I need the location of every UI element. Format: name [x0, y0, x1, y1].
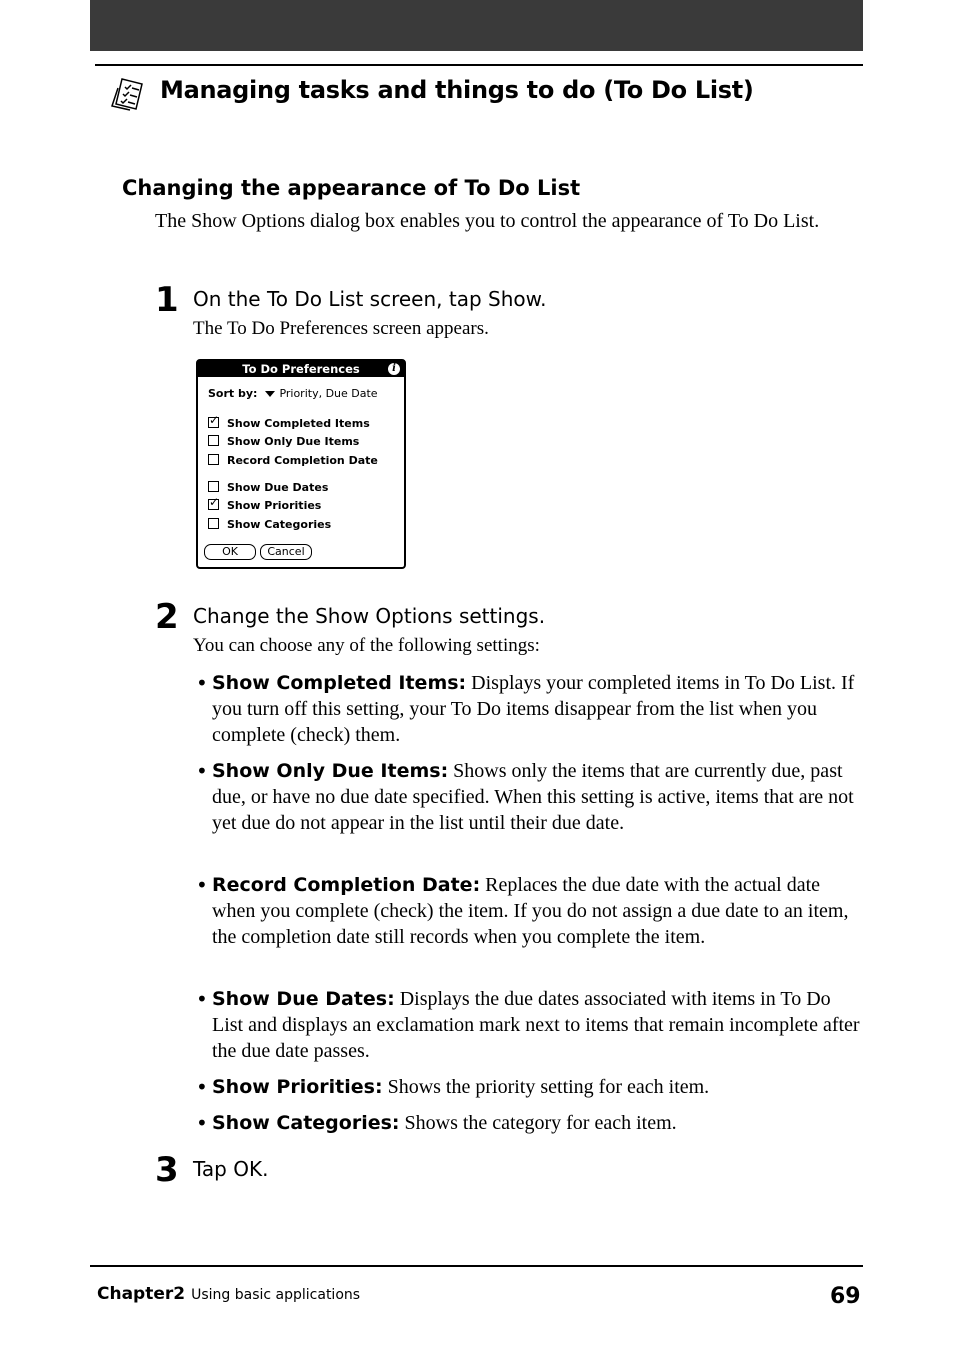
checkbox[interactable]	[208, 454, 219, 465]
option-record-completion-date[interactable]	[208, 454, 378, 468]
bullet-desc: Displays the due dates associated with items in To Do List and displays an exclamation mark next to items that remain incomplete after the due date passes.	[212, 988, 860, 1062]
ok-button[interactable]: OK	[204, 544, 256, 560]
bullet-desc: Replaces the due date with the actual date when you complete (check) the item. If you do not assign a due date to an item, the completion date still records when you complete the item.	[212, 874, 849, 948]
list-item: • Show Only Due Items: Shows only the items that are currently due, past due, or have no due date specified. When this setting is active, items that are not yet due do not appear in the list until their due date.	[196, 759, 854, 834]
list-item: • Show Categories: Shows the category for each item.	[196, 1111, 677, 1135]
checkbox[interactable]	[208, 481, 219, 492]
option-label: Show Completed Items	[227, 417, 370, 430]
bullet-term: Show Only Due Items:	[212, 760, 449, 782]
header-bar	[90, 0, 863, 51]
section-intro: The Show Options dialog box enables you to control the appearance of To Do List.	[155, 210, 820, 232]
step-text: Change the Show Options settings.	[193, 604, 546, 628]
step-text: On the To Do List screen, tap Show.	[193, 287, 547, 311]
bullet-term: Show Categories:	[212, 1112, 400, 1134]
to-do-preferences-dialog	[196, 359, 406, 569]
page-title: Managing tasks and things to do (To Do List)	[160, 76, 754, 104]
section-title: Changing the appearance of To Do List	[122, 176, 581, 200]
info-icon[interactable]: i	[388, 363, 400, 375]
bullet-desc: Shows only the items that are currently due, past due, or have no due date specified. When this setting is active, items that are not yet due do not appear in the list until their due date.	[212, 760, 854, 834]
footer-chapter	[97, 1284, 360, 1304]
option-show-priorities[interactable]	[208, 499, 321, 513]
step-subtext: The To Do Preferences screen appears.	[193, 318, 489, 339]
dialog-title-bar	[198, 361, 404, 377]
page-number: 69	[830, 1284, 861, 1309]
todo-list-icon	[108, 76, 148, 112]
list-item: • Record Completion Date: Replaces the due date with the actual date when you complete (check) the item. If you do not assign a due date to an item, the completion date still records when you complete the item.	[196, 873, 849, 948]
dropdown-arrow-icon[interactable]	[265, 391, 275, 397]
chapter-label: Chapter2	[97, 1284, 186, 1304]
bullet-term: Show Due Dates:	[212, 988, 395, 1010]
sort-value[interactable]: Priority, Due Date	[279, 387, 378, 400]
bullet-desc: Shows the category for each item.	[399, 1112, 677, 1134]
option-show-completed-items[interactable]	[208, 417, 370, 431]
step-subtext: You can choose any of the following settings:	[193, 635, 540, 656]
dialog-title: To Do Preferences	[242, 362, 360, 376]
bullet-desc: Displays your completed items in To Do List. If you turn off this setting, your To Do items disappear from the list when you complete (check) them.	[212, 672, 855, 746]
option-label: Show Only Due Items	[227, 435, 360, 448]
checkbox-checked[interactable]	[208, 499, 219, 510]
option-show-categories[interactable]	[208, 518, 331, 532]
step-text: Tap OK.	[193, 1157, 269, 1181]
bullet-term: Show Priorities:	[212, 1076, 383, 1098]
option-show-due-dates[interactable]	[208, 481, 328, 495]
step-number: 2	[155, 597, 179, 637]
option-label: Show Categories	[227, 518, 332, 531]
option-label: Show Priorities	[227, 499, 322, 512]
cancel-button[interactable]: Cancel	[260, 544, 312, 560]
bullet-term: Record Completion Date:	[212, 874, 481, 896]
step-number: 3	[155, 1150, 179, 1190]
checkbox[interactable]	[208, 435, 219, 446]
sort-label: Sort by:	[208, 387, 258, 400]
bullet-desc: Shows the priority setting for each item.	[382, 1076, 710, 1098]
header-rule	[95, 64, 863, 66]
chapter-title: Using basic applications	[191, 1287, 361, 1303]
option-label: Record Completion Date	[227, 454, 378, 467]
checkbox-checked[interactable]	[208, 417, 219, 428]
list-item: • Show Due Dates: Displays the due dates associated with items in To Do List and displays an exclamation mark next to items that remain incomplete after the due date passes.	[196, 987, 860, 1062]
checkbox[interactable]	[208, 518, 219, 529]
list-item: • Show Completed Items: Displays your completed items in To Do List. If you turn off this setting, your To Do items disappear from the list when you complete (check) them.	[196, 671, 855, 746]
option-show-only-due-items[interactable]	[208, 435, 359, 449]
step-number: 1	[155, 280, 179, 320]
sort-by-row	[208, 387, 378, 400]
list-item: • Show Priorities: Shows the priority setting for each item.	[196, 1075, 710, 1099]
option-label: Show Due Dates	[227, 481, 329, 494]
footer-rule	[90, 1265, 863, 1267]
bullet-term: Show Completed Items:	[212, 672, 467, 694]
